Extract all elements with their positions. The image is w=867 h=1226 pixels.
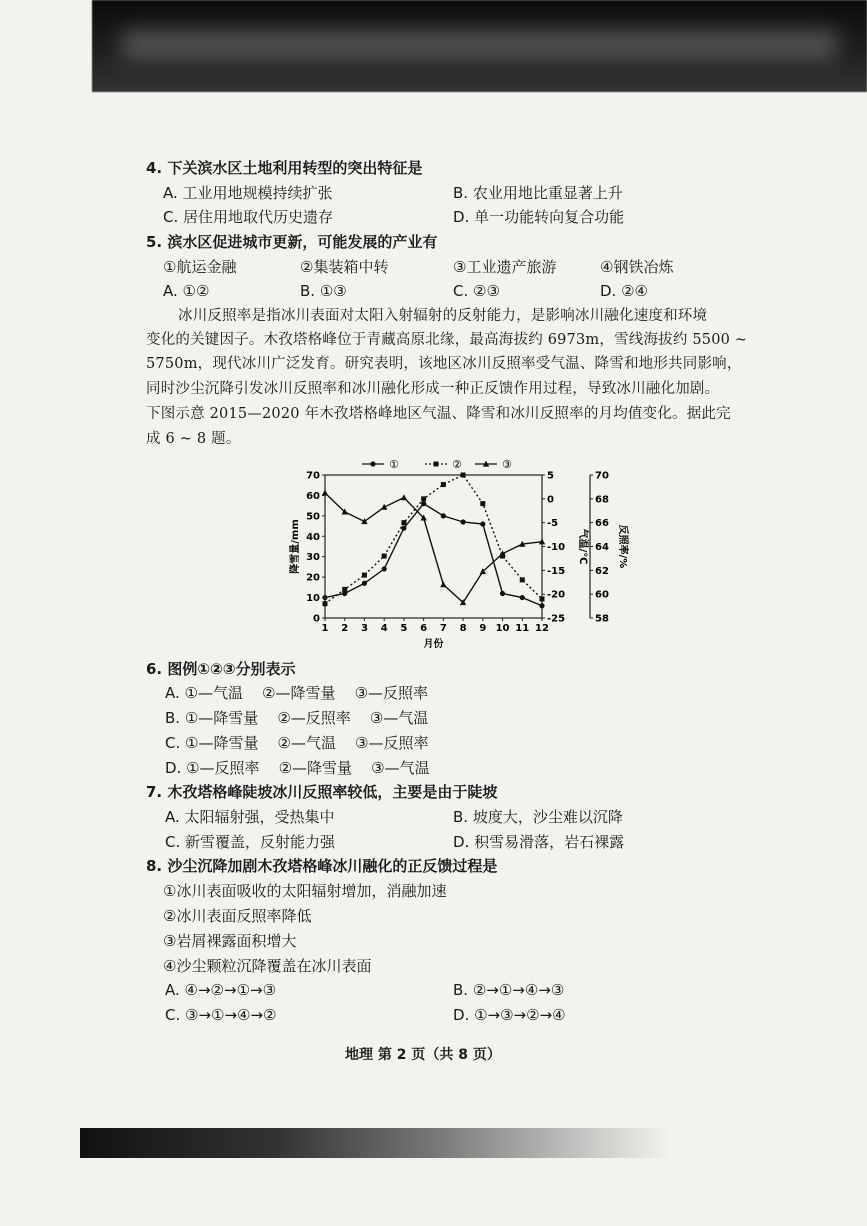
q6-stem: 6. 图例①②③分别表示 bbox=[146, 660, 296, 678]
series-1-point bbox=[500, 591, 505, 596]
left-tick-label: 40 bbox=[306, 531, 320, 543]
x-tick-label: 12 bbox=[535, 623, 549, 634]
page-footer: 地理 第 2 页（共 8 页） bbox=[345, 1047, 501, 1063]
series-1-point bbox=[401, 526, 406, 531]
right1-tick-label: 5 bbox=[547, 470, 554, 482]
scan-shadow-bottom bbox=[80, 1128, 867, 1158]
series-2-point bbox=[540, 596, 545, 601]
x-tick-label: 10 bbox=[495, 623, 510, 634]
series-2-point bbox=[382, 554, 387, 559]
series-3-point bbox=[401, 494, 407, 500]
q6-option-d[interactable]: D. ①—反照率 ②—降雪量 ③—气温 bbox=[165, 759, 430, 777]
series-2-point bbox=[421, 496, 426, 501]
q8-option-c[interactable]: C. ③→①→④→② bbox=[165, 1006, 277, 1024]
passage-line-1: 冰川反照率是指冰川表面对太阳入射辐射的反射能力，是影响冰川融化速度和环境 bbox=[178, 308, 708, 324]
blurred-header-band bbox=[92, 0, 867, 92]
q7-option-c[interactable]: C. 新雪覆盖，反射能力强 bbox=[165, 833, 336, 851]
series-2-point bbox=[480, 501, 485, 506]
passage-line-4: 同时沙尘沉降引发冰川反照率和冰川融化形成一种正反馈作用过程，导致冰川融化加剧。 bbox=[146, 381, 720, 397]
q5-item-2: ②集装箱中转 bbox=[300, 258, 389, 276]
series-1-point bbox=[382, 566, 387, 571]
plot-frame bbox=[325, 475, 542, 618]
q5-item-4: ④钢铁冶炼 bbox=[600, 258, 674, 276]
left-tick-label: 20 bbox=[306, 572, 320, 584]
q6-option-c[interactable]: C. ①—降雪量 ②—气温 ③—反照率 bbox=[165, 734, 429, 752]
q5-stem: 5. 滨水区促进城市更新，可能发展的产业有 bbox=[146, 233, 438, 251]
q7-option-b[interactable]: B. 坡度大，沙尘难以沉降 bbox=[453, 808, 623, 826]
x-tick-label: 1 bbox=[321, 623, 329, 634]
left-tick-label: 0 bbox=[313, 613, 320, 625]
passage-line-2: 变化的关键因子。木孜塔格峰位于青藏高原北缘，最高海拔约 6973m，雪线海拔约 5500 ~ bbox=[146, 332, 748, 348]
series-2-point bbox=[362, 573, 367, 578]
legend-label-2: ② bbox=[452, 458, 462, 471]
right1-tick-label: -5 bbox=[547, 518, 559, 530]
series-line-2 bbox=[325, 475, 542, 604]
legend-label-3: ③ bbox=[502, 458, 512, 471]
q5-option-d[interactable]: D. ②④ bbox=[600, 282, 648, 300]
x-tick-label: 9 bbox=[479, 623, 487, 634]
q4-option-a[interactable]: A. 工业用地规模持续扩张 bbox=[163, 184, 333, 202]
q5-option-c[interactable]: C. ②③ bbox=[453, 282, 500, 300]
q8-option-a[interactable]: A. ④→②→①→③ bbox=[165, 981, 277, 999]
x-tick-label: 5 bbox=[400, 623, 408, 634]
right2-tick-label: 60 bbox=[595, 589, 609, 601]
right1-tick-label: -25 bbox=[547, 613, 566, 625]
x-tick-label: 6 bbox=[420, 623, 428, 634]
series-2-point bbox=[441, 482, 446, 487]
series-1-point bbox=[441, 513, 446, 518]
q4-stem: 4. 下关滨水区土地利用转型的突出特征是 bbox=[146, 159, 423, 177]
series-2-point bbox=[401, 520, 406, 525]
left-axis-label: 降雪量/mm bbox=[290, 519, 301, 574]
left-tick-label: 70 bbox=[306, 470, 320, 482]
right1-tick-label: -10 bbox=[547, 542, 566, 553]
q6-option-b[interactable]: B. ①—降雪量 ②—反照率 ③—气温 bbox=[165, 709, 429, 727]
series-line-1 bbox=[325, 504, 542, 606]
passage-line-6: 成 6 ~ 8 题。 bbox=[146, 431, 241, 447]
series-2-point bbox=[342, 587, 347, 592]
q7-stem: 7. 木孜塔格峰陡坡冰川反照率较低，主要是由于陡坡 bbox=[146, 783, 498, 801]
legend-marker-2 bbox=[434, 462, 439, 467]
right2-axis-label: 反照率/% bbox=[617, 524, 628, 569]
series-1-point bbox=[539, 603, 544, 608]
series-1-point bbox=[421, 501, 426, 506]
series-3-point bbox=[322, 489, 328, 495]
right2-tick-label: 70 bbox=[595, 470, 609, 482]
x-tick-label: 3 bbox=[360, 623, 368, 634]
right1-axis-label: 气温/℃ bbox=[577, 528, 588, 565]
q8-item-1: ①冰川表面吸收的太阳辐射增加，消融加速 bbox=[163, 882, 447, 900]
right2-tick-label: 58 bbox=[595, 613, 609, 625]
x-tick-label: 11 bbox=[515, 623, 530, 634]
right2-tick-label: 68 bbox=[595, 494, 609, 506]
x-tick-label: 4 bbox=[380, 623, 388, 634]
x-tick-label: 2 bbox=[341, 623, 349, 634]
passage-line-5: 下图示意 2015—2020 年木孜塔格峰地区气温、降雪和冰川反照率的月均值变化。据此完 bbox=[146, 406, 731, 422]
q8-option-b[interactable]: B. ②→①→④→③ bbox=[453, 981, 565, 999]
series-1-point bbox=[362, 581, 367, 586]
passage-line-3: 5750m，现代冰川广泛发育。研究表明，该地区冰川反照率受气温、降雪和地形共同影响， bbox=[146, 356, 742, 372]
left-tick-label: 10 bbox=[306, 593, 320, 605]
q8-stem: 8. 沙尘沉降加剧木孜塔格峰冰川融化的正反馈过程是 bbox=[146, 857, 498, 875]
q8-item-2: ②冰川表面反照率降低 bbox=[163, 907, 312, 925]
series-1-point bbox=[480, 521, 485, 526]
right2-tick-label: 64 bbox=[595, 542, 609, 553]
right1-tick-label: -20 bbox=[547, 589, 566, 601]
series-2-point bbox=[323, 601, 328, 606]
climate-chart bbox=[280, 455, 628, 650]
legend-label-1: ① bbox=[389, 458, 399, 471]
q8-item-3: ③岩屑裸露面积增大 bbox=[163, 932, 297, 950]
series-2-point bbox=[520, 577, 525, 582]
left-tick-label: 30 bbox=[306, 552, 320, 564]
q4-option-d[interactable]: D. 单一功能转向复合功能 bbox=[453, 208, 625, 226]
left-tick-label: 60 bbox=[306, 490, 320, 502]
series-1-point bbox=[322, 595, 327, 600]
q7-option-a[interactable]: A. 太阳辐射强，受热集中 bbox=[165, 808, 335, 826]
q5-option-a[interactable]: A. ①② bbox=[163, 282, 210, 300]
q5-item-3: ③工业遗产旅游 bbox=[453, 258, 557, 276]
x-tick-label: 8 bbox=[459, 623, 467, 634]
right1-tick-label: -15 bbox=[547, 565, 566, 577]
q5-item-1: ①航运金融 bbox=[163, 258, 237, 276]
series-3-point bbox=[440, 581, 446, 587]
q6-option-a[interactable]: A. ①—气温 ②—降雪量 ③—反照率 bbox=[165, 684, 429, 702]
series-1-point bbox=[520, 595, 525, 600]
series-1-point bbox=[460, 519, 465, 524]
x-axis-label: 月份 bbox=[423, 639, 444, 650]
q4-option-c[interactable]: C. 居住用地取代历史遗存 bbox=[163, 208, 334, 226]
right2-tick-label: 66 bbox=[595, 518, 609, 530]
q8-option-d[interactable]: D. ①→③→②→④ bbox=[453, 1006, 566, 1024]
right2-tick-label: 62 bbox=[595, 565, 609, 577]
series-2-point bbox=[461, 473, 466, 478]
x-tick-label: 7 bbox=[439, 623, 447, 634]
q7-option-d[interactable]: D. 积雪易滑落，岩石裸露 bbox=[453, 833, 625, 851]
left-tick-label: 50 bbox=[306, 511, 320, 523]
q5-option-b[interactable]: B. ①③ bbox=[300, 282, 347, 300]
legend-marker-1 bbox=[370, 461, 375, 466]
q8-item-4: ④沙尘颗粒沉降覆盖在冰川表面 bbox=[163, 957, 372, 975]
right1-tick-label: 0 bbox=[547, 494, 554, 506]
q4-option-b[interactable]: B. 农业用地比重显著上升 bbox=[453, 184, 623, 202]
